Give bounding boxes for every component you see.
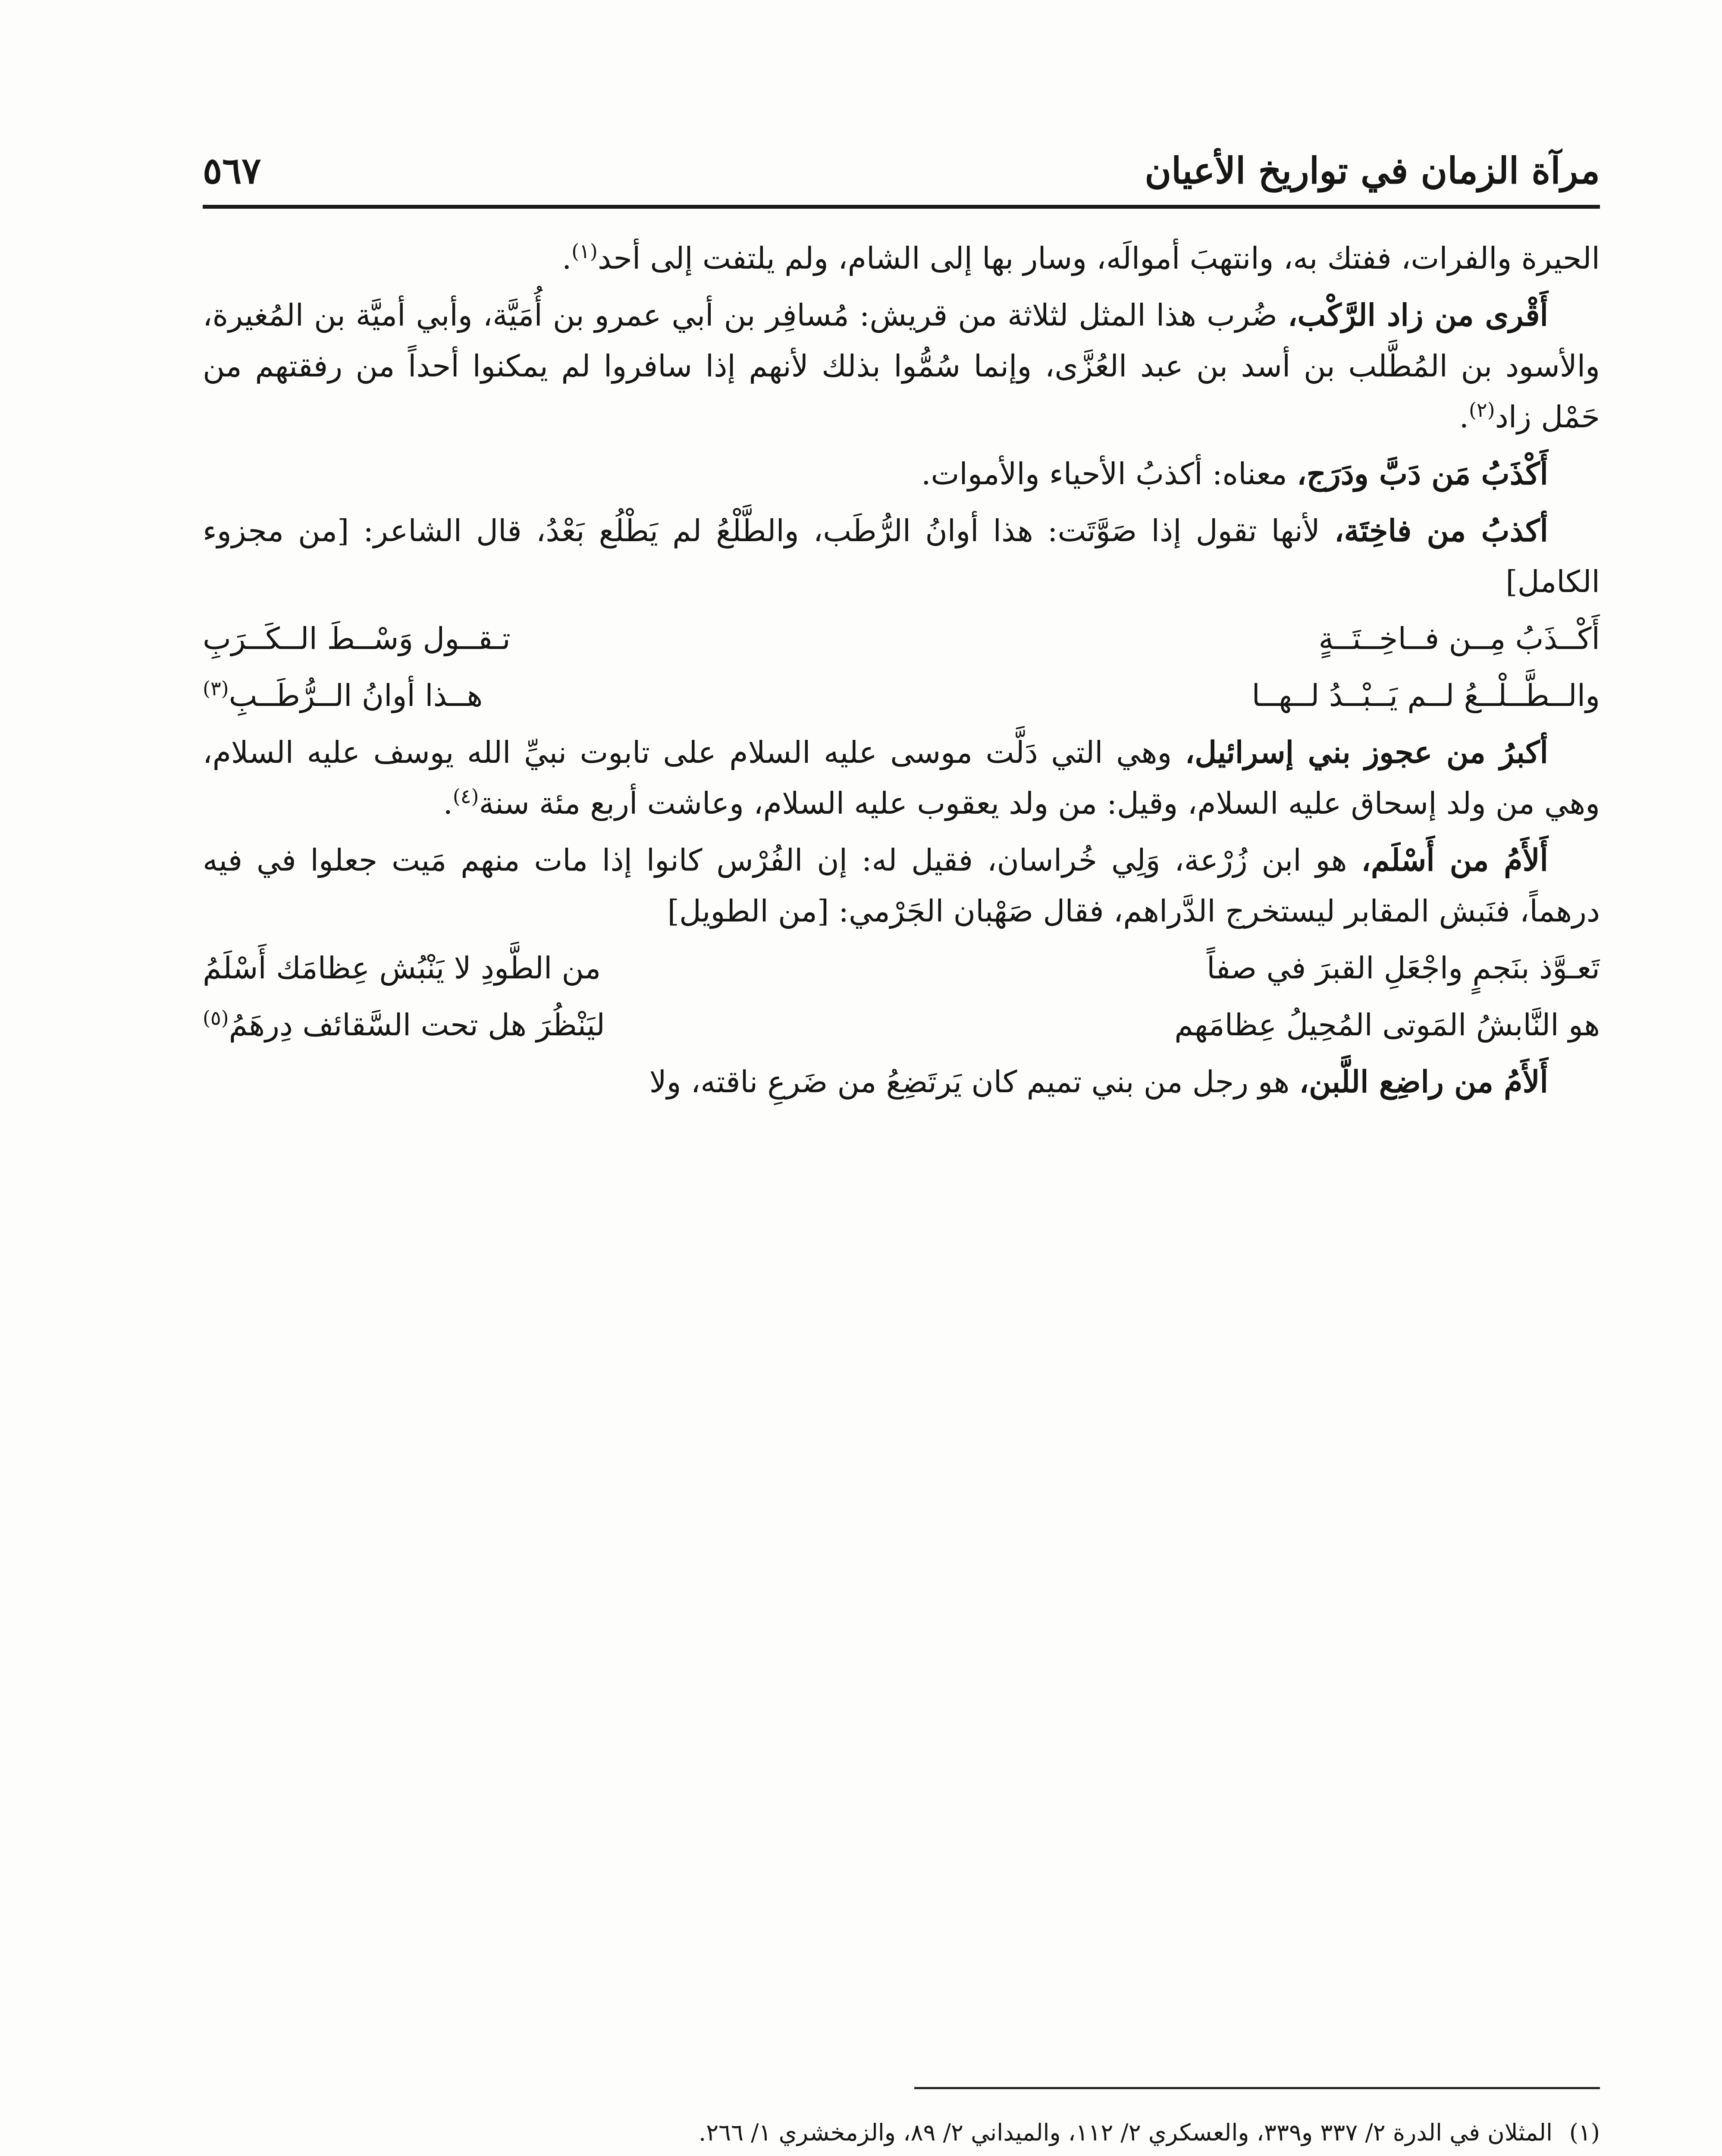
hemistich-second: من الطَّودِ لا يَنْبُش عِظامَك أَسْلَمُ: [203, 950, 601, 986]
proverb-entry: أكبرُ من عجوز بني إسرائيل، وهي التي دَلَّت موسى عليه السلام على تابوت نبيِّ الله يوسف عليه السلام، وهي من ولد إسحاق عليه السلام، وقيل: من ولد يعقوب عليه السلام، وعاشت أربع مئة سنة$^{(٤)}$.: [203, 734, 1600, 821]
proverb-heading: أكبرُ من عجوز بني إسرائيل،: [1185, 734, 1548, 770]
proverb-heading: أَلأَمُ من أَسْلَم،: [1361, 842, 1548, 878]
poem-verse: [203, 943, 1600, 993]
footnotes: [203, 2113, 1600, 2156]
hemistich-text: ليَنْظُرَ هل تحت السَّقائف دِرهَمُ: [229, 1007, 605, 1043]
proverb-entry: [203, 448, 1600, 499]
hemistich-first: والــطَّــلْــعُ لــم يَــبْــدُ لــهــا: [1252, 678, 1600, 713]
poem-verse: [203, 613, 1600, 664]
footnote: [203, 2113, 1600, 2153]
page-header: [203, 129, 1600, 209]
hemistich-first: أَكْــذَبُ مِــن فــاخِــتَــةٍ: [1318, 621, 1600, 656]
footnote-ref[interactable]: (٢): [1468, 398, 1495, 422]
footnote-divider: [914, 2087, 1600, 2089]
proverb-text: وهي التي دَلَّت موسى عليه السلام على تابوت نبيِّ الله يوسف عليه السلام، وهي من ولد إسحاق عليه السلام، وقيل: من ولد يعقوب عليه السلام، وعاشت أربع مئة سنة: [203, 735, 1600, 821]
paragraph-text: الحيرة والفرات، ففتك به، وانتهبَ أموالَه، وسار بها إلى الشام، ولم يلتفت إلى أحد: [597, 241, 1600, 276]
footnote-ref[interactable]: (٣): [203, 677, 229, 700]
footnote-number: (١): [1569, 2119, 1600, 2146]
hemistich-second: [203, 1000, 605, 1050]
proverb-entry: أَقْرى من زاد الرَّكْب، ضُرب هذا المثل لثلاثة من قريش: مُسافِر بن أبي عمرو بن أُمَيَّة، وأبي أميَّة بن المُغيرة، والأسود بن المُطَّلب بن أسد بن عبد العُزَّى، وإنما سُمُّوا بذلك لأنهم إذا سافروا لم يمكنوا أحداً من رفقتهم من حَمْل زاد$^{(٢)}$.: [203, 297, 1600, 435]
poem-verse: [203, 670, 1600, 721]
proverb-heading: أَقْرى من زاد الرَّكْب،: [1287, 297, 1548, 333]
hemistich-second: [203, 670, 483, 721]
proverb-heading: أَكْذَبُ مَن دَبَّ ودَرَج،: [1297, 456, 1548, 492]
proverb-heading: أكذبُ من فاخِتَة،: [1334, 513, 1548, 548]
hemistich-first: هو النَّابشُ المَوتى المُحِيلُ عِظامَهم: [1174, 1007, 1600, 1043]
hemistich-text: هــذا أوانُ الــرُّطَــبِ: [229, 678, 483, 713]
book-page: [203, 129, 1600, 2156]
proverb-heading: أَلأَمُ من راضِع اللَّبن،: [1299, 1064, 1548, 1100]
footnote-ref[interactable]: (١): [571, 239, 598, 263]
footnote-ref[interactable]: (٥): [203, 1006, 229, 1030]
page-number: ٥٦٧: [203, 149, 261, 192]
hemistich-second: تـقــول وَسْــطَ الــكَــرَبِ: [203, 621, 511, 656]
footnote-ref[interactable]: (٤): [452, 784, 479, 808]
poem-verse: [203, 1000, 1600, 1050]
proverb-entry: [203, 835, 1600, 937]
proverb-entry: [203, 505, 1600, 607]
paragraph-continuation: الحيرة والفرات، ففتك به، وانتهبَ أموالَه، وسار بها إلى الشام، ولم يلتفت إلى أحد$^{(١)}$.: [561, 239, 1600, 276]
main-text: [203, 233, 1600, 2070]
proverb-text: ضُرب هذا المثل لثلاثة من قريش: مُسافِر بن أبي عمرو بن أُمَيَّة، وأبي أميَّة بن المُغيرة، والأسود بن المُطَّلب بن أسد بن عبد العُزَّى، وإنما سُمُّوا بذلك لأنهم إذا سافروا لم يمكنوا أحداً من رفقتهم من حَمْل زاد: [203, 298, 1600, 435]
hemistich-first: تَعـوَّذ بنَجمٍ واجْعَلِ القبرَ في صفاً: [1207, 950, 1600, 986]
proverb-entry: [203, 1056, 1600, 1107]
proverb-text: هو رجل من بني تميم كان يَرتَضِعُ من ضَرعِ ناقته، ولا: [649, 1064, 1299, 1100]
proverb-text: معناه: أكذبُ الأحياء والأموات.: [921, 456, 1297, 492]
footnote-text: المثلان في الدرة ٢/ ٣٣٧ و٣٣٩، والعسكري ٢/ ١١٢، والميداني ٢/ ٨٩، والزمخشري ١/ ٢٦٦.: [698, 2119, 1553, 2146]
running-title: مرآة الزمان في تواريخ الأعيان: [1145, 149, 1600, 192]
proverb-text: هو ابن زُرْعة، وَلِي خُراسان، فقيل له: إن الفُرْس كانوا إذا مات منهم مَيت جعلوا في فيه درهماً، فنَبش المقابر ليستخرج الدَّراهم، فقال صَهْبان الجَرْمي: [من الطويل]: [203, 843, 1600, 929]
proverb-text: لأنها تقول إذا صَوَّتَت: هذا أوانُ الرُّطَب، والطَّلْعُ لم يَطْلُع بَعْدُ، قال الشاعر: [من مجزوء الكامل]: [203, 513, 1600, 599]
